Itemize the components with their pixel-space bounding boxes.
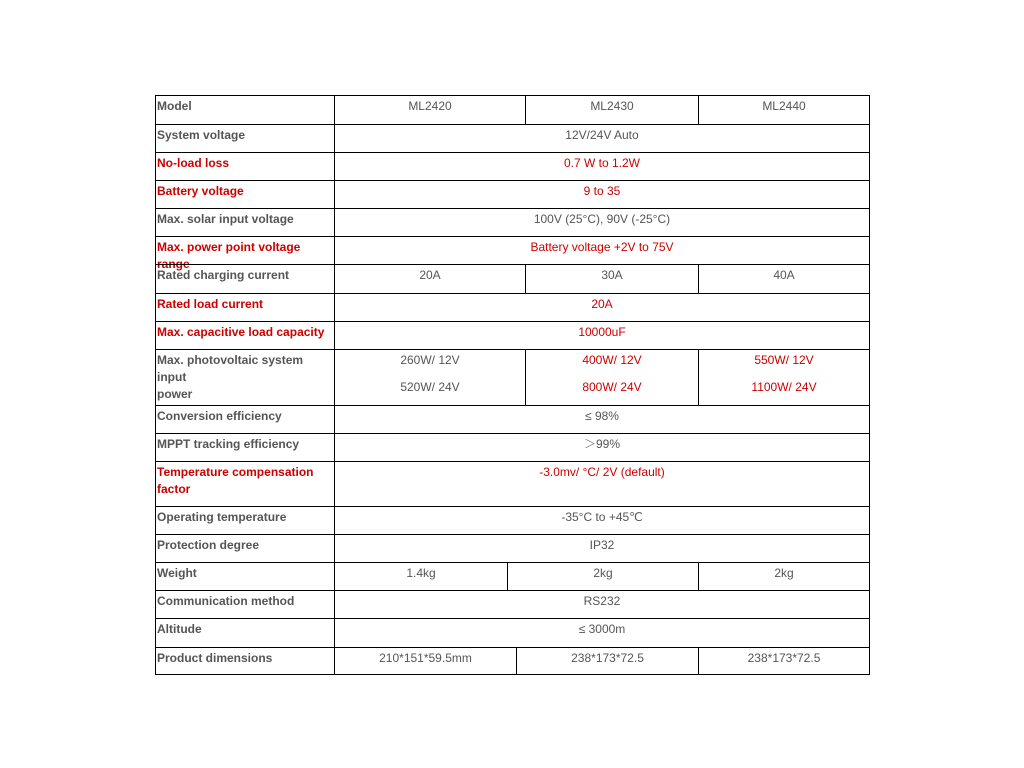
value-cell: 1.4kg [334,563,507,590]
table-row-model [156,96,869,124]
table-row-conversion-efficiency [156,405,869,433]
value-line: 520W/ 24V [400,380,460,394]
table-row-protection-degree [156,534,869,562]
value-cell: IP32 [334,535,869,562]
value-cell: 20A [334,294,869,321]
row-label: Product dimensions [157,651,273,665]
value-cell [334,350,525,405]
value-cell: -3.0mv/ °C/ 2V (default) [334,462,869,506]
value-line: 800W/ 24V [582,380,642,394]
value-cell [698,350,869,405]
value-cell [525,350,698,405]
model-cell-ml2420: ML2420 [334,96,525,124]
table-row-communication-method [156,590,869,618]
row-label: Communication method [157,594,295,608]
model-cell-ml2430: ML2430 [525,96,698,124]
table-row-rated-charging-current [156,264,869,293]
row-label: Max. capacitive load capacity [157,325,325,339]
table-row-system-voltage [156,124,869,152]
value-cell: 2kg [698,563,869,590]
row-label: Conversion efficiency [157,409,282,423]
value-cell: 100V (25°C), 90V (-25°C) [334,209,869,236]
row-label: No-load loss [157,156,230,170]
table-row-max-power-point-voltage-range [156,236,869,271]
row-label: Protection degree [157,538,260,552]
row-label: Operating temperature [157,510,287,524]
row-label: Max. solar input voltage [157,212,294,226]
row-label: Altitude [157,622,202,636]
model-cell-ml2440: ML2440 [698,96,869,124]
table-row-temperature-compensation-factor [156,461,869,506]
value-line: 1100W/ 24V [751,380,817,394]
value-cell: ＞99% [334,434,869,461]
value-cell: 9 to 35 [334,181,869,208]
row-label-line: power [157,387,193,401]
row-label: Weight [157,566,197,580]
value-cell: 2kg [507,563,698,590]
table-row-max-capacitive-load-capacity [156,321,869,349]
row-label-line: factor [157,482,191,496]
table-row-altitude [156,618,869,647]
table-row-battery-voltage [156,180,869,208]
row-label: System voltage [157,128,246,142]
value-cell: 238*173*72.5 [698,648,869,674]
row-label: MPPT tracking efficiency [157,437,300,451]
value-cell: ≤ 3000m [334,619,869,647]
table-row-weight [156,562,869,590]
row-label: Max. power point voltage range [157,240,301,271]
value-cell: 10000uF [334,322,869,349]
value-cell: 40A [698,265,869,293]
value-cell: Battery voltage +2V to 75V [334,237,869,264]
value-line: 400W/ 12V [582,353,642,367]
row-label: Rated charging current [157,268,290,282]
table-row-product-dimensions [156,647,869,674]
value-cell: 20A [334,265,525,293]
row-label: Model [157,99,192,113]
value-line: 550W/ 12V [754,353,814,367]
table-row-max-pv-input-power [156,349,869,405]
row-label-line: Max. photovoltaic system input [157,353,304,384]
value-cell: 210*151*59.5mm [334,648,516,674]
value-cell: ≤ 98% [334,406,869,433]
table-row-rated-load-current [156,293,869,321]
value-cell: 12V/24V Auto [334,125,869,152]
table-row-max-solar-input-voltage [156,208,869,236]
row-label [156,462,334,506]
value-cell: -35°C to +45℃ [334,507,869,534]
row-label [156,350,334,405]
value-cell: 238*173*72.5 [516,648,698,674]
value-cell: 0.7 W to 1.2W [334,153,869,180]
row-label: Rated load current [157,297,264,311]
value-cell: 30A [525,265,698,293]
table-row-operating-temperature [156,506,869,534]
spec-table [155,95,870,675]
value-cell: RS232 [334,591,869,618]
value-line: 260W/ 12V [400,353,460,367]
row-label-line: Temperature compensation [157,465,314,479]
row-label: Battery voltage [157,184,244,198]
table-row-no-load-loss [156,152,869,180]
table-row-mppt-tracking-efficiency [156,433,869,461]
